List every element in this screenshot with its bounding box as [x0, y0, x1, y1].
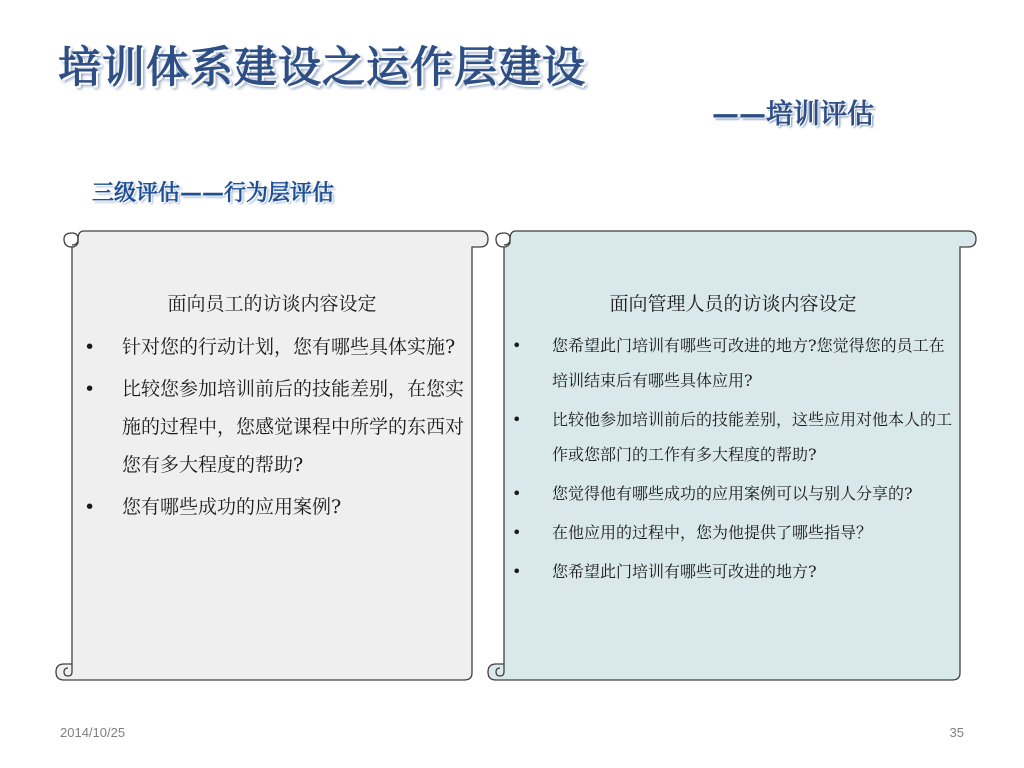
list-item	[74, 370, 470, 484]
list-item-text: 您希望此门培训有哪些可改进的地方?	[552, 562, 817, 581]
left-panel-list	[74, 328, 470, 526]
bullet: •	[512, 336, 522, 355]
left-panel	[74, 290, 470, 530]
right-panel-heading: 面向管理人员的访谈内容设定	[609, 293, 857, 315]
bullet: •	[84, 496, 96, 518]
bullet: •	[84, 336, 96, 358]
list-item-text: 比较您参加培训前后的技能差别，在您实施的过程中，您感觉课程中所学的东西对您有多大程度的帮助?	[122, 378, 465, 476]
bullet: •	[84, 378, 96, 400]
list-item	[506, 515, 960, 550]
list-item	[506, 554, 960, 589]
list-item	[506, 476, 960, 511]
list-item-text: 您觉得他有哪些成功的应用案例可以与别人分享的?	[552, 484, 913, 503]
list-item	[506, 402, 960, 472]
bullet: •	[512, 484, 522, 503]
list-item-text: 针对您的行动计划，您有哪些具体实施?	[122, 336, 456, 358]
right-panel	[506, 290, 960, 593]
list-item-text: 在他应用的过程中，您为他提供了哪些指导？	[552, 523, 873, 542]
section-heading: 三级评估——行为层评估	[92, 181, 335, 206]
bullet: •	[512, 562, 522, 581]
bullet: •	[512, 410, 522, 429]
slide-title: 培训体系建设之运作层建设	[58, 43, 586, 93]
left-panel-heading: 面向员工的访谈内容设定	[167, 293, 377, 315]
page-number: 35	[949, 725, 964, 740]
list-item-text: 您希望此门培训有哪些可改进的地方?您觉得您的员工在培训结束后有哪些具体应用?	[552, 336, 945, 390]
bullet: •	[512, 523, 522, 542]
right-panel-list	[506, 328, 960, 589]
list-item	[74, 328, 470, 366]
slide-subtitle: ——培训评估	[712, 99, 874, 130]
list-item-text: 比较他参加培训前后的技能差别，这些应用对他本人的工作或您部门的工作有多大程度的帮助?	[552, 410, 953, 464]
list-item	[74, 488, 470, 526]
list-item	[506, 328, 960, 398]
footer-date: 2014/10/25	[60, 725, 126, 740]
list-item-text: 您有哪些成功的应用案例?	[122, 496, 342, 518]
